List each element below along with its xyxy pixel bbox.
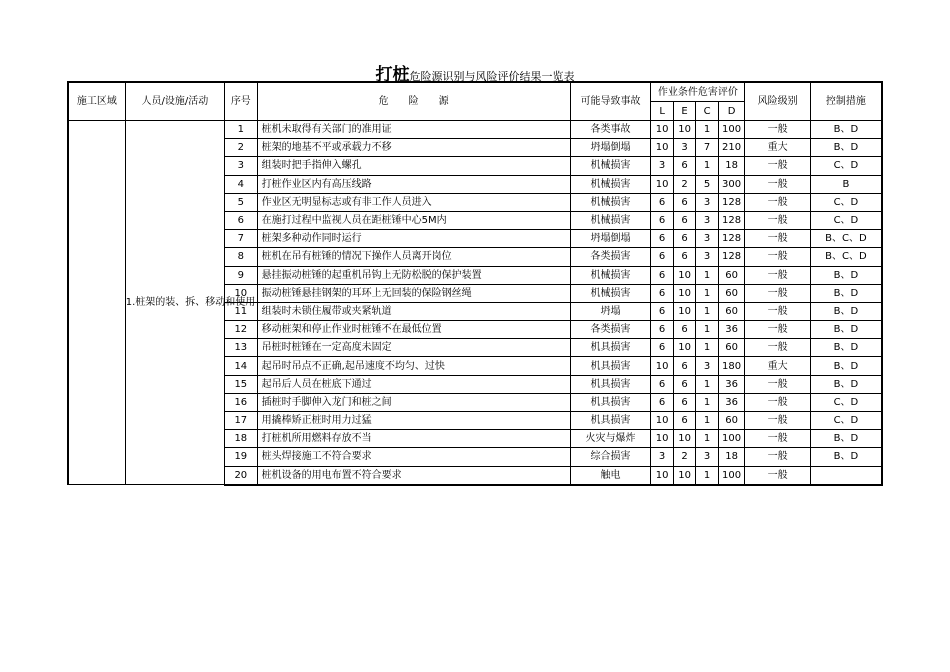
row-number: 14	[224, 357, 257, 375]
title-rest: 危险源识别与风险评价结果一览表	[409, 70, 575, 83]
accident-cell: 机具损害	[570, 339, 651, 357]
l-value: 6	[651, 302, 673, 320]
header-c: C	[696, 102, 718, 121]
control-measure: B、D	[810, 302, 882, 320]
d-value: 180	[718, 357, 745, 375]
e-value: 10	[673, 266, 695, 284]
l-value: 6	[651, 211, 673, 229]
e-value: 6	[673, 321, 695, 339]
e-value: 3	[673, 139, 695, 157]
group-label: 1.桩架的装、拆、移动和使用	[125, 121, 224, 485]
accident-cell: 坍塌倒塌	[570, 230, 651, 248]
l-value: 10	[651, 175, 673, 193]
risk-level: 一般	[745, 284, 810, 302]
l-value: 3	[651, 157, 673, 175]
header-control: 控制措施	[810, 82, 882, 121]
risk-level: 一般	[745, 448, 810, 466]
control-measure: B、D	[810, 448, 882, 466]
c-value: 3	[696, 248, 718, 266]
c-value: 1	[696, 375, 718, 393]
hazard-cell: 组装时把手指伸入螺孔	[257, 157, 570, 175]
l-value: 10	[651, 139, 673, 157]
l-value: 3	[651, 448, 673, 466]
e-value: 6	[673, 248, 695, 266]
l-value: 6	[651, 266, 673, 284]
l-value: 10	[651, 430, 673, 448]
risk-level: 一般	[745, 393, 810, 411]
c-value: 1	[696, 284, 718, 302]
l-value: 10	[651, 412, 673, 430]
accident-cell: 机械损害	[570, 211, 651, 229]
d-value: 128	[718, 230, 745, 248]
c-value: 3	[696, 230, 718, 248]
hazard-cell: 作业区无明显标志或有非工作人员进入	[257, 193, 570, 211]
accident-cell: 机具损害	[570, 357, 651, 375]
hazard-cell: 打桩机所用燃料存放不当	[257, 430, 570, 448]
control-measure: B、D	[810, 284, 882, 302]
l-value: 6	[651, 230, 673, 248]
hazard-cell: 桩机未取得有关部门的准用证	[257, 121, 570, 139]
l-value: 6	[651, 248, 673, 266]
control-measure: C、D	[810, 157, 882, 175]
c-value: 1	[696, 412, 718, 430]
d-value: 60	[718, 412, 745, 430]
row-number: 7	[224, 230, 257, 248]
c-value: 7	[696, 139, 718, 157]
control-measure: B	[810, 175, 882, 193]
row-number: 12	[224, 321, 257, 339]
risk-level: 重大	[745, 139, 810, 157]
d-value: 18	[718, 448, 745, 466]
accident-cell: 火灾与爆炸	[570, 430, 651, 448]
control-measure: B、D	[810, 139, 882, 157]
d-value: 36	[718, 375, 745, 393]
row-number: 17	[224, 412, 257, 430]
hazard-cell: 在施打过程中监视人员在距桩锤中心5M内	[257, 211, 570, 229]
e-value: 10	[673, 466, 695, 485]
accident-cell: 机械损害	[570, 193, 651, 211]
c-value: 1	[696, 321, 718, 339]
header-area: 施工区域	[68, 82, 125, 121]
row-number: 4	[224, 175, 257, 193]
risk-level: 一般	[745, 211, 810, 229]
e-value: 2	[673, 175, 695, 193]
accident-cell: 机具损害	[570, 393, 651, 411]
control-measure	[810, 466, 882, 485]
e-value: 6	[673, 211, 695, 229]
c-value: 1	[696, 266, 718, 284]
risk-level: 一般	[745, 430, 810, 448]
l-value: 6	[651, 193, 673, 211]
d-value: 128	[718, 193, 745, 211]
risk-level: 一般	[745, 302, 810, 320]
control-measure: B、D	[810, 339, 882, 357]
row-number: 3	[224, 157, 257, 175]
risk-level: 一般	[745, 157, 810, 175]
l-value: 6	[651, 393, 673, 411]
c-value: 1	[696, 430, 718, 448]
control-measure: B、D	[810, 357, 882, 375]
header-seq: 序号	[224, 82, 257, 121]
c-value: 1	[696, 339, 718, 357]
title-bold: 打桩	[375, 65, 410, 85]
accident-cell: 综合损害	[570, 448, 651, 466]
row-number: 16	[224, 393, 257, 411]
row-number: 2	[224, 139, 257, 157]
hazard-cell: 起吊后人员在桩底下通过	[257, 375, 570, 393]
accident-cell: 各类损害	[570, 248, 651, 266]
d-value: 100	[718, 121, 745, 139]
control-measure: C、D	[810, 393, 882, 411]
e-value: 6	[673, 357, 695, 375]
row-number: 6	[224, 211, 257, 229]
risk-level: 一般	[745, 339, 810, 357]
risk-level: 重大	[745, 357, 810, 375]
row-number: 10	[224, 284, 257, 302]
accident-cell: 机械损害	[570, 157, 651, 175]
d-value: 36	[718, 393, 745, 411]
hazard-cell: 桩机设备的用电布置不符合要求	[257, 466, 570, 485]
table-body	[68, 121, 882, 485]
e-value: 6	[673, 393, 695, 411]
c-value: 1	[696, 157, 718, 175]
control-measure: B、C、D	[810, 248, 882, 266]
header-l: L	[651, 102, 673, 121]
accident-cell: 坍塌	[570, 302, 651, 320]
c-value: 1	[696, 121, 718, 139]
c-value: 3	[696, 448, 718, 466]
header-person: 人员/设施/活动	[125, 82, 224, 121]
control-measure: C、D	[810, 412, 882, 430]
accident-cell: 各类损害	[570, 321, 651, 339]
row-number: 1	[224, 121, 257, 139]
accident-cell: 触电	[570, 466, 651, 485]
row-number: 20	[224, 466, 257, 485]
hazard-cell: 插桩时手脚伸入龙门和桩之间	[257, 393, 570, 411]
c-value: 1	[696, 466, 718, 485]
l-value: 10	[651, 121, 673, 139]
area-cell	[68, 121, 125, 485]
hazard-cell: 悬挂振动桩锤的起重机吊钩上无防松脱的保护装置	[257, 266, 570, 284]
risk-level: 一般	[745, 412, 810, 430]
accident-cell: 机具损害	[570, 375, 651, 393]
hazard-cell: 用撬棒矫正桩时用力过猛	[257, 412, 570, 430]
hazard-cell: 桩机在吊有桩锤的情况下操作人员离开岗位	[257, 248, 570, 266]
c-value: 3	[696, 193, 718, 211]
control-measure: B、C、D	[810, 230, 882, 248]
l-value: 10	[651, 357, 673, 375]
accident-cell: 机械损害	[570, 175, 651, 193]
row-number: 15	[224, 375, 257, 393]
d-value: 100	[718, 430, 745, 448]
accident-cell: 各类事故	[570, 121, 651, 139]
header-d: D	[718, 102, 745, 121]
d-value: 300	[718, 175, 745, 193]
e-value: 6	[673, 157, 695, 175]
e-value: 2	[673, 448, 695, 466]
c-value: 3	[696, 211, 718, 229]
risk-level: 一般	[745, 321, 810, 339]
header-level: 风险级别	[745, 82, 810, 121]
control-measure: B、D	[810, 266, 882, 284]
control-measure: B、D	[810, 121, 882, 139]
accident-cell: 坍塌倒塌	[570, 139, 651, 157]
risk-level: 一般	[745, 266, 810, 284]
risk-table	[67, 81, 883, 486]
c-value: 5	[696, 175, 718, 193]
hazard-cell: 桩架的地基不平或承载力不移	[257, 139, 570, 157]
e-value: 6	[673, 193, 695, 211]
e-value: 6	[673, 375, 695, 393]
d-value: 60	[718, 339, 745, 357]
risk-level: 一般	[745, 121, 810, 139]
risk-level: 一般	[745, 230, 810, 248]
control-measure: B、D	[810, 375, 882, 393]
e-value: 10	[673, 302, 695, 320]
header-accident: 可能导致事故	[570, 82, 651, 121]
row-number: 9	[224, 266, 257, 284]
hazard-cell: 桩架多种动作同时运行	[257, 230, 570, 248]
risk-level: 一般	[745, 466, 810, 485]
d-value: 210	[718, 139, 745, 157]
hazard-cell: 移动桩架和停止作业时桩锤不在最低位置	[257, 321, 570, 339]
l-value: 10	[651, 466, 673, 485]
e-value: 6	[673, 230, 695, 248]
row-number: 18	[224, 430, 257, 448]
d-value: 128	[718, 211, 745, 229]
risk-level: 一般	[745, 193, 810, 211]
l-value: 6	[651, 375, 673, 393]
header-hazard: 危 险 源	[257, 82, 570, 121]
row-number: 11	[224, 302, 257, 320]
hazard-cell: 组装时未锁住履带或夹紧轨道	[257, 302, 570, 320]
d-value: 60	[718, 302, 745, 320]
control-measure: C、D	[810, 211, 882, 229]
hazard-cell: 振动桩锤悬挂钢架的耳环上无回装的保险钢丝绳	[257, 284, 570, 302]
hazard-cell: 吊桩时桩锤在一定高度未固定	[257, 339, 570, 357]
risk-level: 一般	[745, 248, 810, 266]
d-value: 60	[718, 266, 745, 284]
risk-level: 一般	[745, 375, 810, 393]
hazard-cell: 打桩作业区内有高压线路	[257, 175, 570, 193]
c-value: 1	[696, 302, 718, 320]
d-value: 128	[718, 248, 745, 266]
d-value: 36	[718, 321, 745, 339]
hazard-cell: 桩头焊接施工不符合要求	[257, 448, 570, 466]
header-e: E	[673, 102, 695, 121]
accident-cell: 机具损害	[570, 412, 651, 430]
table-row	[68, 121, 882, 139]
accident-cell: 机械损害	[570, 284, 651, 302]
row-number: 8	[224, 248, 257, 266]
header-eval: 作业条件危害评价	[651, 82, 745, 102]
e-value: 10	[673, 430, 695, 448]
row-number: 13	[224, 339, 257, 357]
row-number: 5	[224, 193, 257, 211]
e-value: 10	[673, 284, 695, 302]
d-value: 60	[718, 284, 745, 302]
row-number: 19	[224, 448, 257, 466]
risk-level: 一般	[745, 175, 810, 193]
l-value: 6	[651, 284, 673, 302]
l-value: 6	[651, 321, 673, 339]
control-measure: C、D	[810, 193, 882, 211]
e-value: 10	[673, 339, 695, 357]
d-value: 100	[718, 466, 745, 485]
e-value: 6	[673, 412, 695, 430]
c-value: 1	[696, 393, 718, 411]
l-value: 6	[651, 339, 673, 357]
hazard-cell: 起吊时吊点不正确,起吊速度不均匀、过快	[257, 357, 570, 375]
e-value: 10	[673, 121, 695, 139]
accident-cell: 机械损害	[570, 266, 651, 284]
d-value: 18	[718, 157, 745, 175]
control-measure: B、D	[810, 430, 882, 448]
c-value: 3	[696, 357, 718, 375]
control-measure: B、D	[810, 321, 882, 339]
